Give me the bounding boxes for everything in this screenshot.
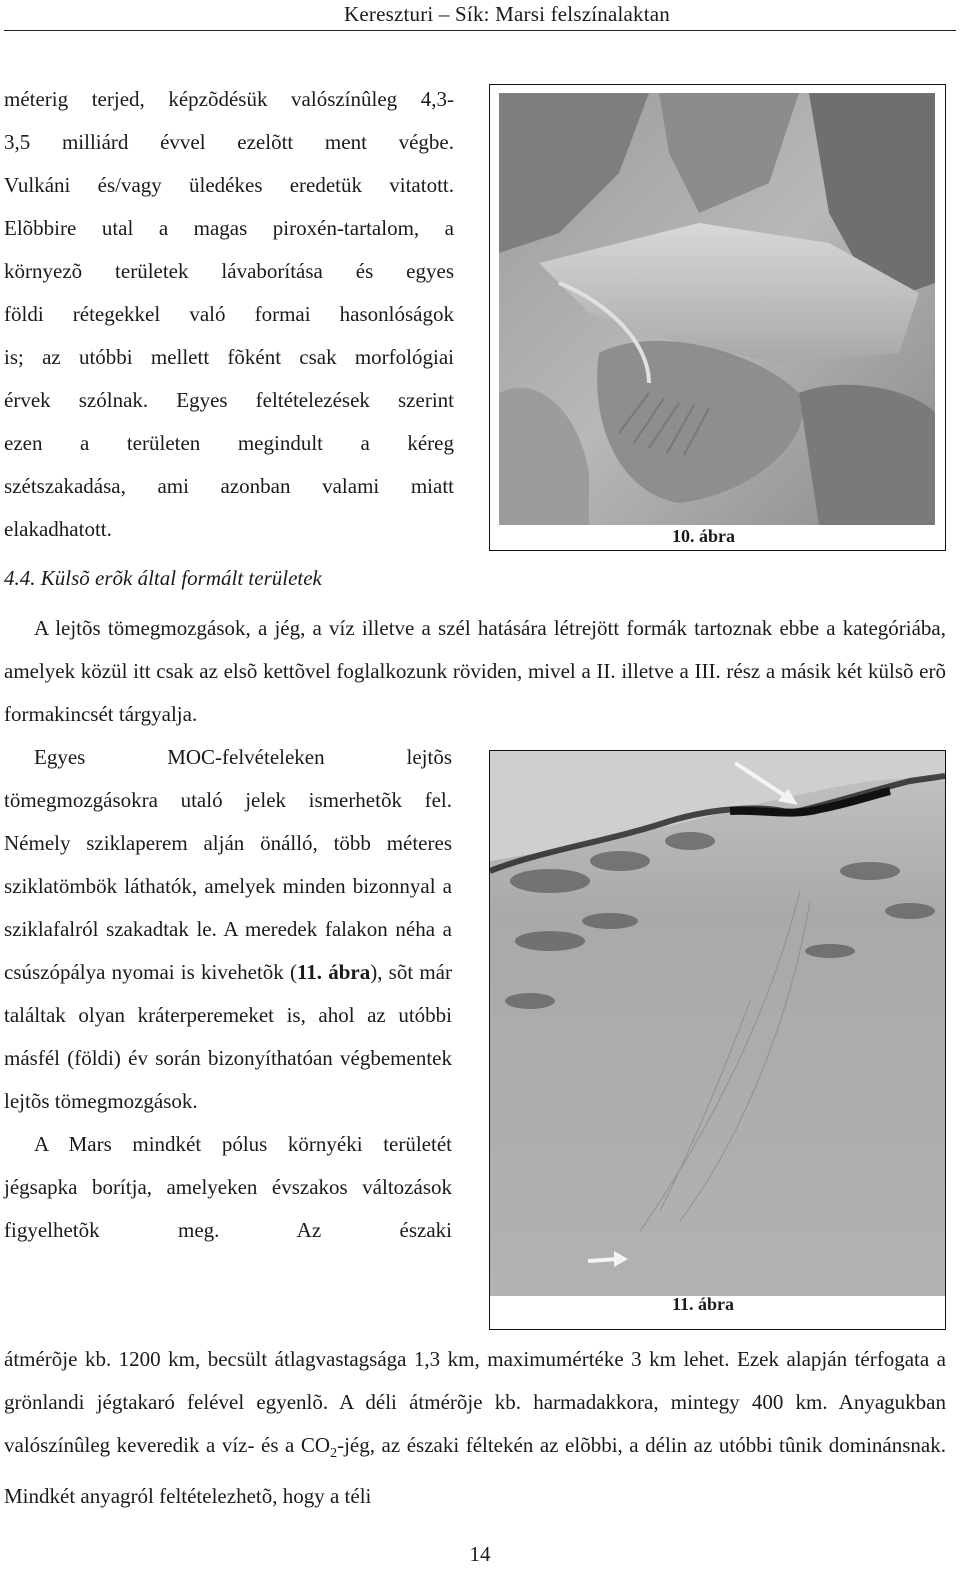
para1-line: ezen a területen megindult a kéreg	[4, 431, 454, 455]
paragraph-3-column	[4, 736, 452, 1252]
para1-line: méterig terjed, képzõdésük valószínûleg 4,3-	[4, 87, 454, 111]
running-title: Kereszturi – Sík: Marsi felszínalaktan	[343, 2, 670, 26]
paragraph-4-continued	[4, 1338, 946, 1518]
para1-line: elakadhatott.	[4, 517, 112, 541]
para3-after: ), sõt már találtak olyan kráterperemeket is, ahol az utóbbi másfél (földi) év során bizonyíthatóan végbementek lejtõs tömegmozgások.	[4, 960, 453, 1113]
figure-11	[489, 750, 946, 1330]
co2-subscript: 2	[330, 1446, 338, 1462]
page-header	[0, 0, 960, 30]
paragraph-2	[4, 607, 946, 736]
para1-line: 3,5 milliárd évvel ezelõtt ment végbe.	[4, 130, 454, 154]
figure-11-image	[490, 751, 945, 1296]
para1-line: szétszakadása, ami azonban valami miatt	[4, 474, 454, 498]
para1-line: is; az utóbbi mellett fõként csak morfológiai	[4, 345, 454, 369]
page-number: 14	[469, 1542, 491, 1566]
figure-11-caption: 11. ábra	[672, 1294, 735, 1314]
para4-part2: -jég, az északi féltekén az elõbbi, a délin az utóbbi tûnik dominánsnak. Mindkét anyagról feltételezhetõ, hogy a téli	[4, 1433, 946, 1509]
paragraph-4-start: A Mars mindkét pólus környéki területét jégsapka borítja, amelyeken évszakos változások figyelhetõk meg. Az északi	[4, 1132, 452, 1242]
paragraph-3	[4, 736, 452, 1123]
para1-line: földi rétegekkel való formai hasonlóságok	[4, 302, 454, 326]
para1-line: Elõbbire utal a magas piroxén-tartalom, a	[4, 216, 454, 240]
para1-line: környezõ területek lávaborítása és egyes	[4, 259, 454, 283]
figure-10-image	[499, 93, 935, 525]
figure-10-caption: 10. ábra	[672, 526, 735, 546]
paragraph-1	[4, 78, 454, 551]
paragraph-4-text	[4, 1338, 946, 1518]
section-title: 4.4. Külsõ erõk által formált területek	[4, 566, 322, 590]
para4-part1: átmérõje kb. 1200 km, becsült átlagvastagsága 1,3 km, maximumértéke 3 km lehet. Ezek alapján térfogata a grönlandi jégtakaró felével egyenlõ. A déli átmérõje kb. harmadakkora, mintegy 400 km. Anyagukban valószínûleg keveredik a víz- és a CO	[4, 1347, 946, 1457]
header-rule	[4, 30, 956, 31]
figure-11-reference: 11. ábra	[296, 960, 371, 984]
para3-before: Egyes MOC-felvételeken lejtõs tömegmozgásokra utaló jelek ismerhetõk fel. Némely sziklaperem alján önálló, több méteres sziklatömbök láthatók, amelyek minden bizonnyal a sziklafalról szakadtak le. A meredek falakon néha a csúszópálya nyomai is kivehetõk (	[4, 745, 452, 984]
para2-text: A lejtõs tömegmozgások, a jég, a víz illetve a szél hatására létrejött formák tartoznak ebbe a kategóriába, amelyek közül itt csak az elsõ kettõvel foglalkozunk röviden, mivel a II. illetve a III. rész a másik két külsõ erõ formakincsét tárgyalja.	[4, 616, 946, 726]
figure-10	[489, 84, 946, 551]
para1-line: Vulkáni és/vagy üledékes eredetük vitatott.	[4, 173, 454, 197]
para1-line: érvek szólnak. Egyes feltételezések szerint	[4, 388, 454, 412]
